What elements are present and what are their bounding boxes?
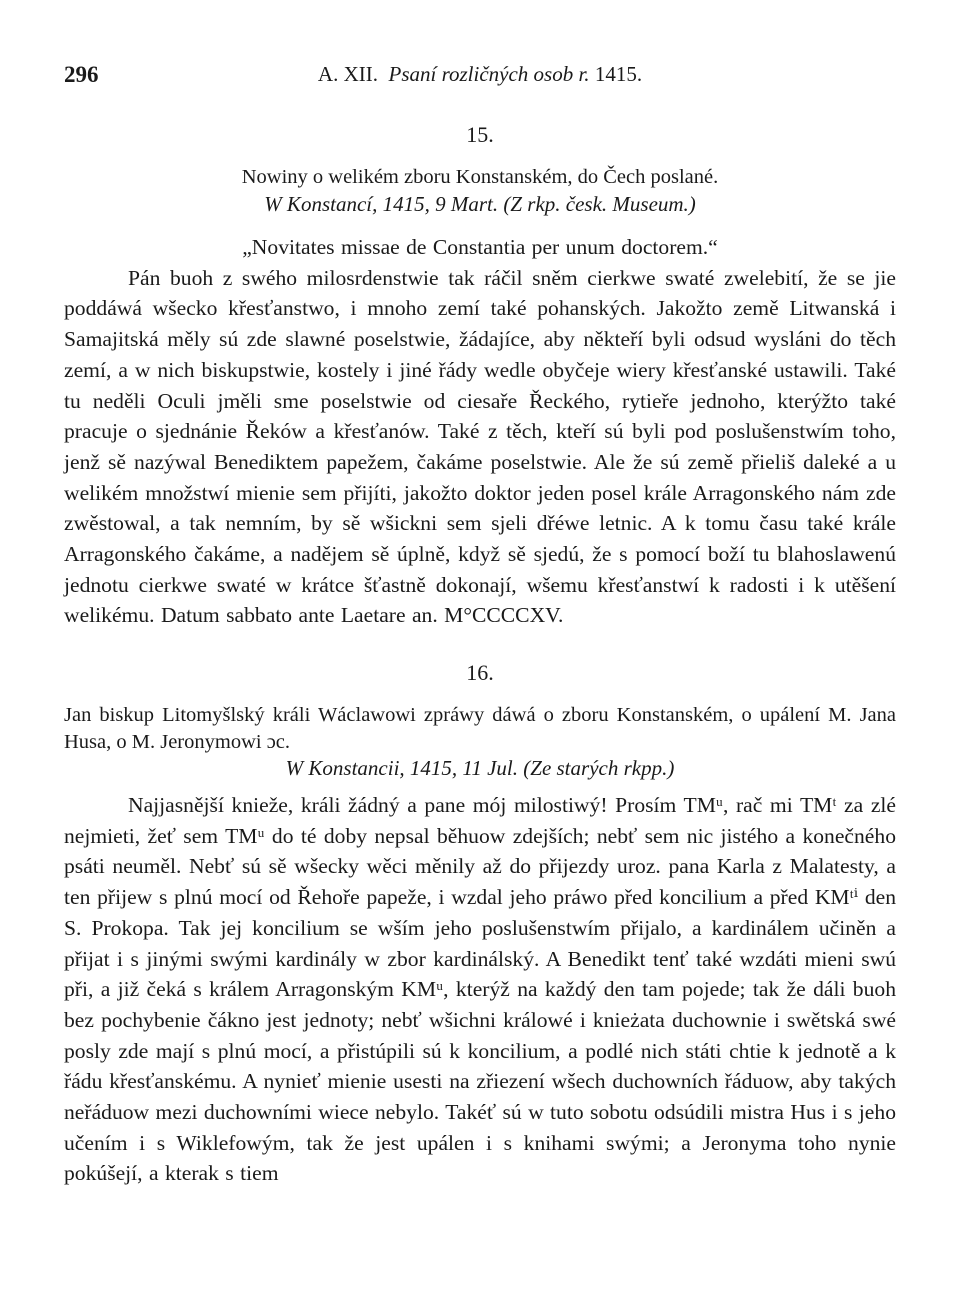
- document-title: Jan biskup Litomyšlský králi Wáclawowi zpráwy dáwá o zboru Konstanském, o upálení M. Jana Husa, o M. Jeronymowi ɔc.: [64, 704, 896, 753]
- document-number: 16.: [466, 660, 494, 685]
- section-label: A. XII.: [317, 62, 378, 86]
- document-text: Najjasnější knieže, králi žádný a pane mój milostiwý! Prosím TMᵘ, rač mi TMᵗ za zlé nejmieti, žeť sem TMᵘ do té doby nepsal běhuow zdejších; nebť sem nic jistého a konečného psáti neuměl. Nebť sú sě wšecky wěci měnily až do přijezdy uroz. pana Karla z Malatesty, a ten přijew s plnú mocí od Řehoře papeže, i wzdal jeho práwo před koncilium a před KMᵗⁱ den S. Prokopa. Tak jej koncilium se wším jeho poslušenstwím přijalo, a kardinálem učiněn a přijat i s jinými swými kardinály w zbor kardinálský. A Benedikt tenť také wzdáti mieni swú při, a již čeká s králem Arragonským KMᵘ, kterýž na každý den tam pojede; tak že dáli buoh bez pochybenie čákno jest jednoty; nebť wšichni králowé i knieżata duchownie i swětská swé posly zde mají s plnú mocí, a přistúpili sú k koncilium, a podlé nich státi chtie k jednotě a k řádu křesťanskému. A nynieť mienie usesti na zřiezení wšech duchowních řáduow, aby takých neřáduow mezi duchowními wiece nebylo. Takéť sú w tuto sobotu odsúdili mistra Hus i s jeho učením i s Wiklefowým, tak že jest upálen i s knihami swými; a Jeronyma toho nynie pokúšejí, a kterak s tiem: [64, 793, 896, 1186]
- document-source: W Konstancii, 1415, 11 Jul. (Ze starých rkpp.): [285, 756, 675, 780]
- document-source: W Konstancí, 1415, 9 Mart. (Z rkp. česk. Museum.): [264, 192, 696, 216]
- running-title-italic: Psaní rozličných osob r.: [388, 62, 590, 86]
- document-text: Pán buoh z swého milosrdenstwie tak ráčil sněm cierkwe swaté zwelebití, že se jie poddáwá wšecko křesťanstwo, i mnoho zemí také pohanských. Jakožto země Litwanská i Samajitská měly sú zde slawné poselstwie, žádajíce, aby někteří byli odsud wysláni do těch zemí, a w nich biskupstwie, kostely i jiné řády wedle obyčeje wiery křesťanské ustawili. Také tu neděli Oculi jměli sme poselstwie od ciesaře Řeckého, rytieře jednoho, kterýžto také pracuje o sjednánie Řeków a křesťanów. Také z těch, kteří sú byli pod poslušenstwím toho, jenž sě nazýwal Benediktem papežem, čakáme poselstwie. Ale že sú země přieliš daleké a u welikém množstwí mienie sem přijíti, jakožto doktor jeden posel krále Arragonského nám zde zwěstowal, a tak nemním, by sě wšickni sem sjeli dřéwe letnic. A k tomu času také krále Arragonského čakáme, a nadějem sě úplně, když sě sjedú, že s pomocí boží tu blahoslawenú jednotu cierkwe swaté w krátce šťastně dokonají, wšemu křesťanstwí k radosti i k utěšení welikému. Datum sabbato ante Laetare an. M°CCCCXV.: [64, 265, 896, 628]
- page-number: 296: [64, 62, 99, 87]
- running-year: 1415.: [594, 62, 643, 86]
- running-title: [64, 62, 896, 87]
- running-head: [64, 62, 896, 92]
- document-number: 15.: [466, 122, 494, 147]
- document-title: Nowiny o welikém zboru Konstanském, do Čech poslané.: [241, 166, 719, 188]
- document-body: [64, 232, 896, 631]
- document-incipit: „Novitates missae de Constantia per unum doctorem.“: [242, 235, 718, 259]
- document-body: [64, 790, 896, 1189]
